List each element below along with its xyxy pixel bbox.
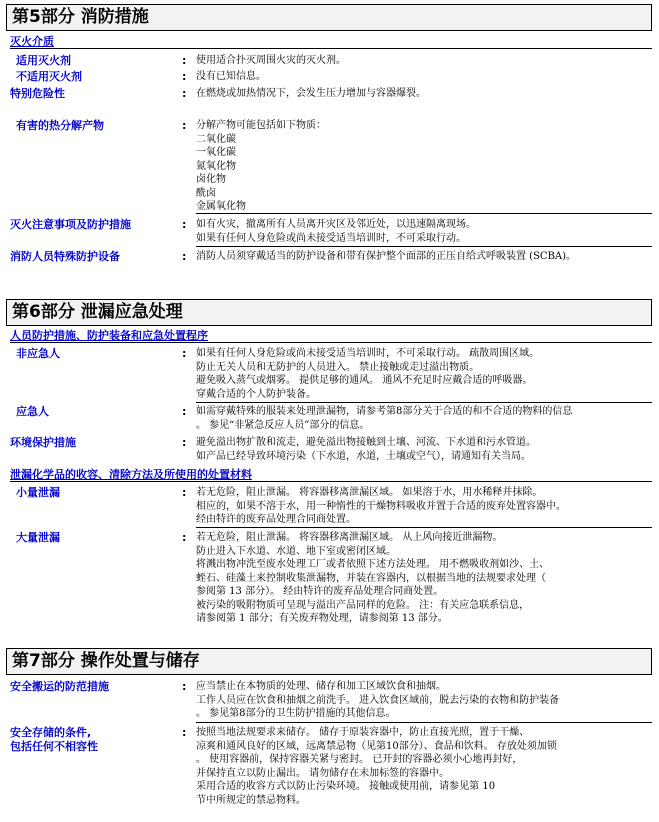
safe-handling-value: 应当禁止在本物质的处理、储存和加工区域饮食和抽烟。 工作人员应在饮食和抽烟之前洗手。 进入饮食区域前，脱去污染的衣物和防护装备 。 参见第8部分的卫生防护措施的其他信息。 [196,681,560,719]
firefighting-precautions-label: 灭火注意事项及防护措施 [10,218,131,231]
large-spill-value: 若无危险，阻止泄漏。 将容器移离泄漏区域。 从上风向接近泄漏物。 防止进入下水道、水道、地下室或密闭区域。 将溅出物冲洗至废水处理工厂或者依照下述方法处理。 用不燃吸收剂如沙、土、 蛭石、硅藻土来控制收集泄漏物，并装在容器内，以根据当地的法规要求处理（ 参阅第 13 部分）。 经由特许的废弃品处理合同商处置。 被污染的吸附物质可呈现与溢出产品同样的危险。 注：有关应急联系信息， 请参阅第 1 部分；有关废弃物处理，请参阅第 13 部分。 [196,532,550,624]
rule [10,481,652,482]
emergency-responders-value: 如需穿戴特殊的服装来处理泄漏物，请参考第8部分关于合适的和不合适的物料的信息 。 参见“非紧急反应人员”部分的信息。 [196,406,573,431]
separator [196,722,652,723]
colon: : [182,250,187,263]
colon: : [182,347,187,360]
unsuitable-media-label: 不适用灭火剂 [16,70,82,83]
colon: : [182,436,187,449]
decomposition-products-value: 分解产物可能包括如下物质： 二氧化碳 一氧化碳 氮氧化物 卤化物 酰卤 金属氧化物 [196,120,326,212]
separator [196,402,652,403]
colon: : [182,726,187,739]
separator [196,527,652,528]
colon: : [182,405,187,418]
emergency-responders-label: 应急人 [16,405,49,418]
safe-handling-label: 安全搬运的防范措施 [10,680,109,693]
suitable-media-value: 使用适合扑灭周围火灾的灭火剂。 [196,55,346,66]
section-6-title: 第6部分 泄漏应急处理 [12,302,183,322]
colon: : [182,87,187,100]
storage-conditions-label [10,726,98,753]
separator [196,213,652,214]
firefighter-equipment-value: 消防人员须穿戴适当的防护设备和带有保护整个面部的正压自给式呼吸装置 (SCBA)。 [196,251,577,262]
rule [10,342,652,343]
suitable-media-label: 适用灭火剂 [16,54,71,67]
colon: : [182,119,187,132]
section-7-header [6,648,652,675]
unsuitable-media-value: 没有已知信息。 [196,71,266,82]
large-spill-label: 大量泄漏 [16,531,60,544]
section-6-header [6,299,652,326]
storage-label-line-1: 安全存储的条件, [10,726,92,739]
firefighter-equipment-label: 消防人员特殊防护设备 [10,250,120,263]
section-7-title: 第7部分 操作处置与储存 [12,651,200,671]
section-5-title: 第5部分 消防措施 [12,7,149,27]
special-hazards-value: 在燃烧或加热情况下，会发生压力增加与容器爆裂。 [196,88,426,99]
environmental-precautions-value: 避免溢出物扩散和流走，避免溢出物接触到土壤、河流、下水道和污水管道。 如产品已经导致环境污染（下水道，水道，土壤或空气），请通知有关当局。 [196,437,536,462]
colon: : [182,680,187,693]
colon: : [182,531,187,544]
storage-label-line-2: 包括任何不相容性 [10,739,98,753]
special-hazards-label: 特别危险性 [10,87,65,100]
colon: : [182,218,187,231]
non-emergency-label: 非应急人 [16,347,60,360]
rule [10,48,652,49]
non-emergency-value: 如果有任何人身危险或尚未接受适当培训时，不可采取行动。 疏散周围区域。 防止无关人员和无防护的人员进入。 禁止接触或走过溢出物质。 避免吸入蒸气或烟雾。 提供足够的通风。 通风不充足时应戴合适的呼吸器。 穿戴合适的个人防护装备。 [196,348,540,400]
separator [196,246,652,247]
firefighting-precautions-value: 如有火灾，撤离所有人员离开灾区及邻近处，以迅速隔离现场。 如果有任何人身危险或尚未接受适当培训时，不可采取行动。 [196,219,476,244]
environmental-precautions-label: 环境保护措施 [10,436,76,449]
storage-conditions-value: 按照当地法规要求来储存。 储存于原装容器中，防止直接光照，置于干燥、 凉爽和通风良好的区域，远离禁忌物（见第10部分）、食品和饮料。 存放处须加锁 。 使用容器前，保持容器关紧与密封。 已开封的容器必须小心地再封好， 并保持直立以防止漏出。 请勿储存在未加标签的容器中。 采用合适的收容方式以防止污染环境。 接触或使用前，请参见第 10 节中所规定的禁忌物料。 [196,727,557,806]
section-5-header [6,4,652,31]
small-spill-label: 小量泄漏 [16,486,60,499]
colon: : [182,70,187,83]
small-spill-value: 若无危险，阻止泄漏。 将容器移离泄漏区域。 如果溶于水，用水稀释并抹除。 相应的，如果不溶于水，用一种惰性的干燥物料吸收并置于合适的废弃处置容器中。 经由特许的废弃品处理合同商处置。 [196,487,566,525]
extinguishing-media-heading: 灭火介质 [10,35,54,48]
decomposition-products-label: 有害的热分解产物 [16,119,104,132]
colon: : [182,54,187,67]
colon: : [182,486,187,499]
cleanup-methods-heading: 泄漏化学品的收容、清除方法及所使用的处置材料 [10,468,252,481]
personal-precautions-heading: 人员防护措施、防护装备和应急处置程序 [10,329,208,342]
